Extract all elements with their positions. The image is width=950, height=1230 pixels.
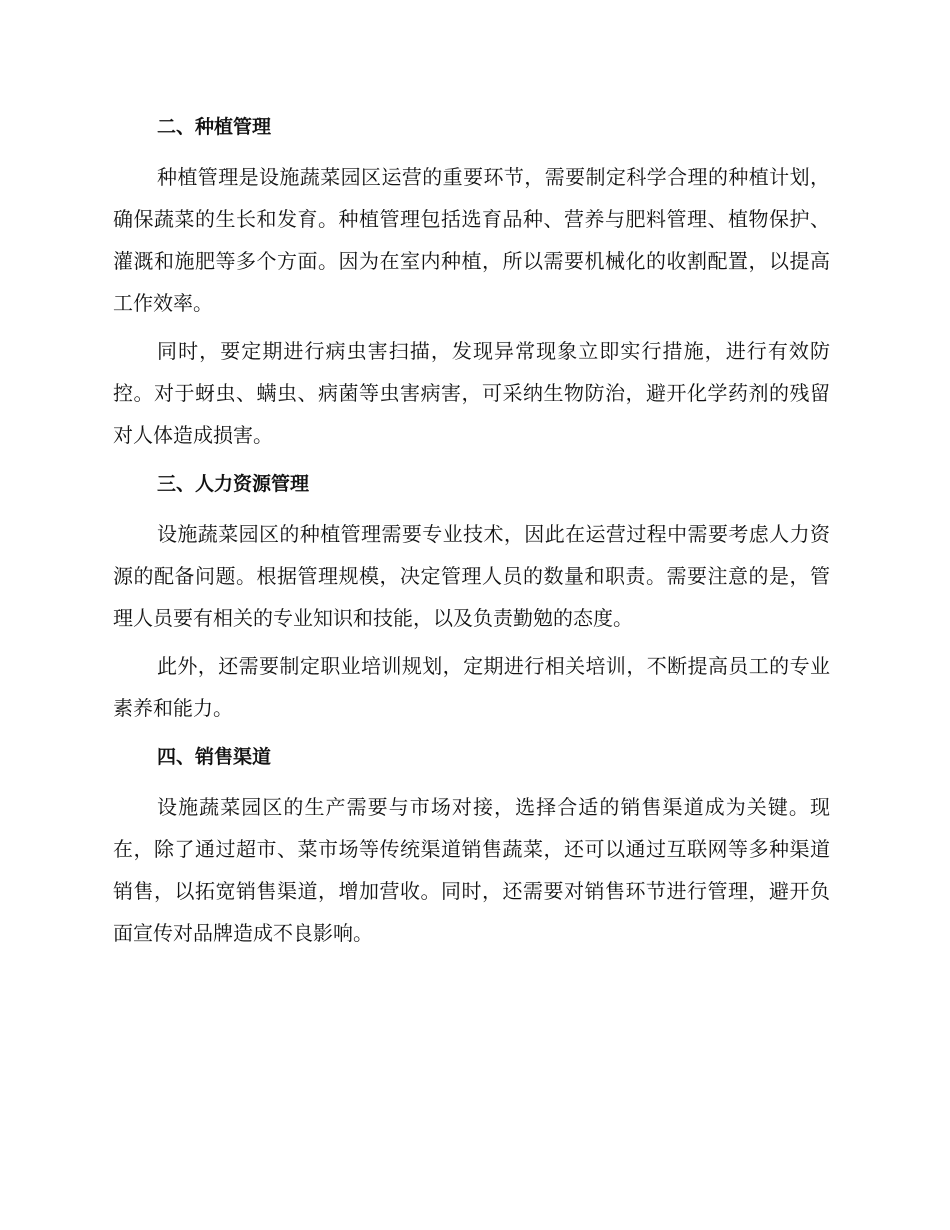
section-heading-human-resources: 三、人力资源管理 xyxy=(157,473,310,495)
section-heading-sales-channels: 四、销售渠道 xyxy=(157,746,272,768)
paragraph: 同时，要定期进行病虫害扫描，发现异常现象立即实行措施，进行有效防控。对于蚜虫、螨虫、病菌等虫害病害，可采纳生物防治，避开化学药剂的残留对人体造成损害。 xyxy=(113,339,830,447)
paragraph: 种植管理是设施蔬菜园区运营的重要环节，需要制定科学合理的种植计划，确保蔬菜的生长和发育。种植管理包括选育品种、营养与肥料管理、植物保护、灌溉和施肥等多个方面。因为在室内种植，所以需要机械化的收割配置，以提高工作效率。 xyxy=(113,165,830,315)
spacer xyxy=(113,779,830,786)
spacer xyxy=(113,149,830,156)
section-heading-planting: 二、种植管理 xyxy=(157,116,272,138)
paragraph: 此外，还需要制定职业培训规划，定期进行相关培训，不断提高员工的专业素养和能力。 xyxy=(113,654,830,720)
document-page xyxy=(113,105,830,954)
spacer xyxy=(113,506,830,513)
paragraph: 设施蔬菜园区的种植管理需要专业技术，因此在运营过程中需要考虑人力资源的配备问题。根据管理规模，决定管理人员的数量和职责。需要注意的是，管理人员要有相关的专业知识和技能，以及负责勤勉的态度。 xyxy=(113,522,830,630)
paragraph: 设施蔬菜园区的生产需要与市场对接，选择合适的销售渠道成为关键。现在，除了通过超市、菜市场等传统渠道销售蔬菜，还可以通过互联网等多种渠道销售，以拓宽销售渠道，增加营收。同时，还需要对销售环节进行管理，避开负面宣传对品牌造成不良影响。 xyxy=(113,795,830,945)
